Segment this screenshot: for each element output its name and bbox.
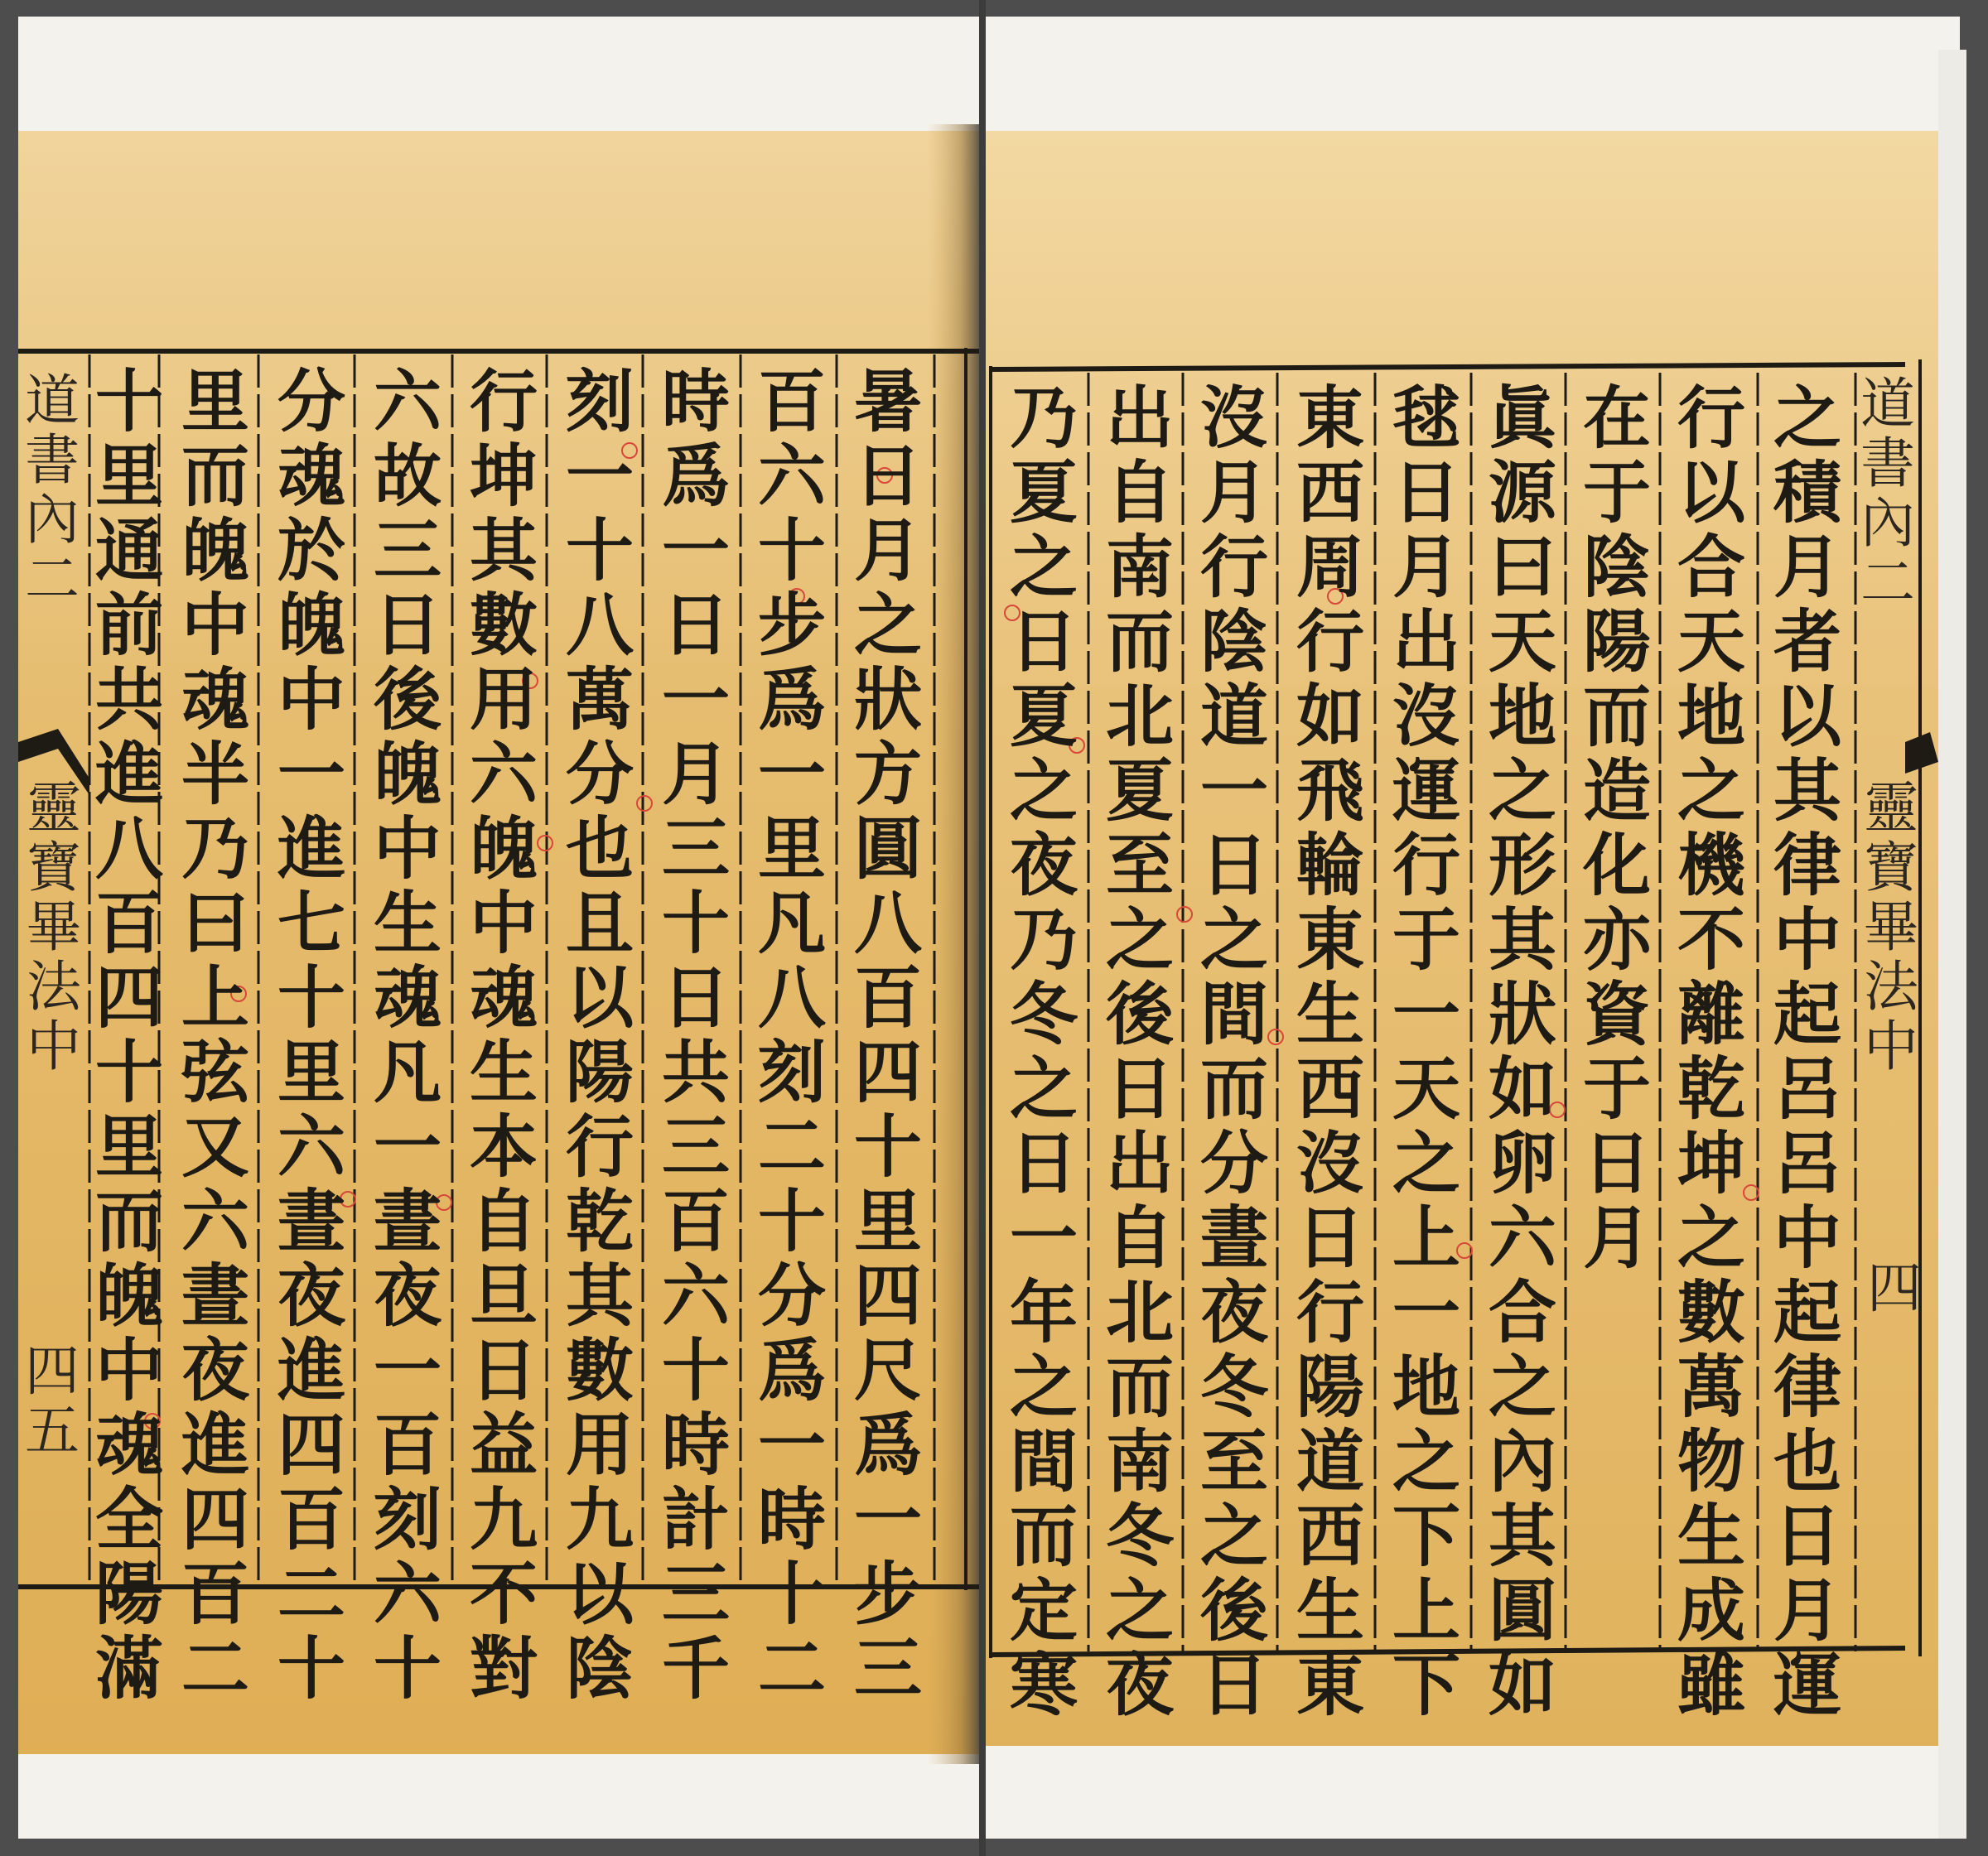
- right-column-4: 眞源曰天地之形其狀如卵六合之內其圓如: [1488, 378, 1556, 1725]
- left-column-8: 里而魄中魂半乃曰上弦又六晝夜進四百二: [181, 362, 249, 1709]
- right-column-8: 出自南而北夏至之後日出自北而南冬之夜: [1105, 378, 1174, 1725]
- left-column-9: 十里通前共進八百四十里而魄中魂全陽滿: [94, 362, 163, 1709]
- left-column-2: 百六十步爲一里凡八刻二十分爲一時十二: [757, 362, 826, 1709]
- right-column-5: 毬日月出沒運行于一天之上一地之下上下: [1392, 378, 1460, 1725]
- left-column-5: 行坤其數用六魄中魂生本自旦日益九不對: [469, 362, 538, 1709]
- left-margin-block-title: 靈寶畢法中: [27, 776, 81, 1078]
- right-margin-title: 道書內二: [1860, 372, 1915, 615]
- left-margin-page-number: 四五: [25, 1339, 80, 1463]
- right-column-7: 沒月行陰道一日之間而分晝夜冬至之後日: [1199, 378, 1268, 1725]
- left-column-4: 刻一十八萬分也且以陽行乾其數用九以陰: [565, 362, 634, 1709]
- right-column-9: 乃夏之日夏之夜乃冬之日一年之間而定寒: [1009, 378, 1078, 1725]
- left-margin-title: 道書內二: [25, 369, 80, 611]
- left-column-6: 六故三日後魄中生魂凡一晝夜一百刻六十: [373, 362, 442, 1709]
- right-column-2: 行以合天地之機不離乾坤之數萬物生成雖: [1677, 378, 1745, 1725]
- left-column-1: 暑日月之狀方圓八百四十里四尺爲一步三: [853, 362, 922, 1709]
- right-margin-page-number: 四: [1867, 1256, 1922, 1320]
- right-column-6: 東西周行如飛輪東生西沒日行陽道西生東: [1296, 378, 1364, 1725]
- right-margin-block-title: 靈寶畢法中: [1864, 776, 1918, 1078]
- right-column-1: 之積月者以其律中起呂呂中起律也日月運: [1773, 378, 1841, 1725]
- right-column-3: 在于陰陽而造化亦資于日月: [1582, 378, 1651, 1278]
- left-column-7: 分魂於魄中一進七十里六晝夜進四百二十: [277, 362, 345, 1709]
- left-column-3: 時爲一日一月三十日共三百六十時計三千: [661, 362, 730, 1709]
